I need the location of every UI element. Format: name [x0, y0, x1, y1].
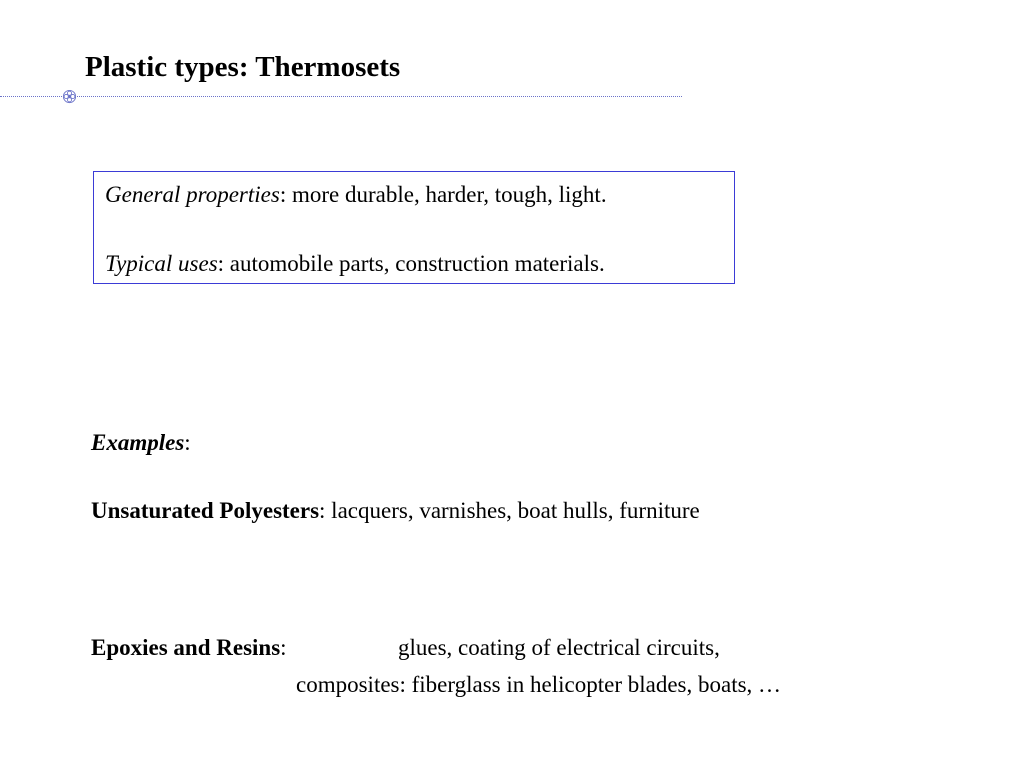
slide-title: Plastic types: Thermosets	[85, 51, 401, 83]
properties-box	[93, 171, 735, 284]
epoxies-uses-line-1: glues, coating of electrical circuits,	[398, 635, 720, 660]
polyesters-name: Unsaturated Polyesters	[91, 498, 320, 523]
epoxies-name: Epoxies and Resins	[91, 635, 281, 660]
typical-uses-text: : automobile parts, construction materials.	[217, 251, 605, 276]
flower-ornament-icon	[62, 89, 77, 104]
example-item-epoxies	[91, 634, 287, 662]
general-properties-line	[105, 181, 607, 209]
examples-label: Examples	[91, 430, 185, 455]
epoxies-uses-line-2: composites: fiberglass in helicopter blades, boats, …	[296, 672, 782, 697]
examples-colon: :	[184, 430, 191, 455]
polyesters-uses: : lacquers, varnishes, boat hulls, furniture	[319, 498, 700, 523]
examples-heading	[91, 429, 191, 457]
epoxies-colon: :	[280, 635, 287, 660]
typical-uses-line	[105, 250, 605, 278]
general-properties-label: General properties	[105, 182, 280, 207]
title-divider	[0, 96, 682, 97]
general-properties-text: : more durable, harder, tough, light.	[279, 182, 607, 207]
example-item-polyesters	[91, 497, 700, 525]
typical-uses-label: Typical uses	[105, 251, 218, 276]
